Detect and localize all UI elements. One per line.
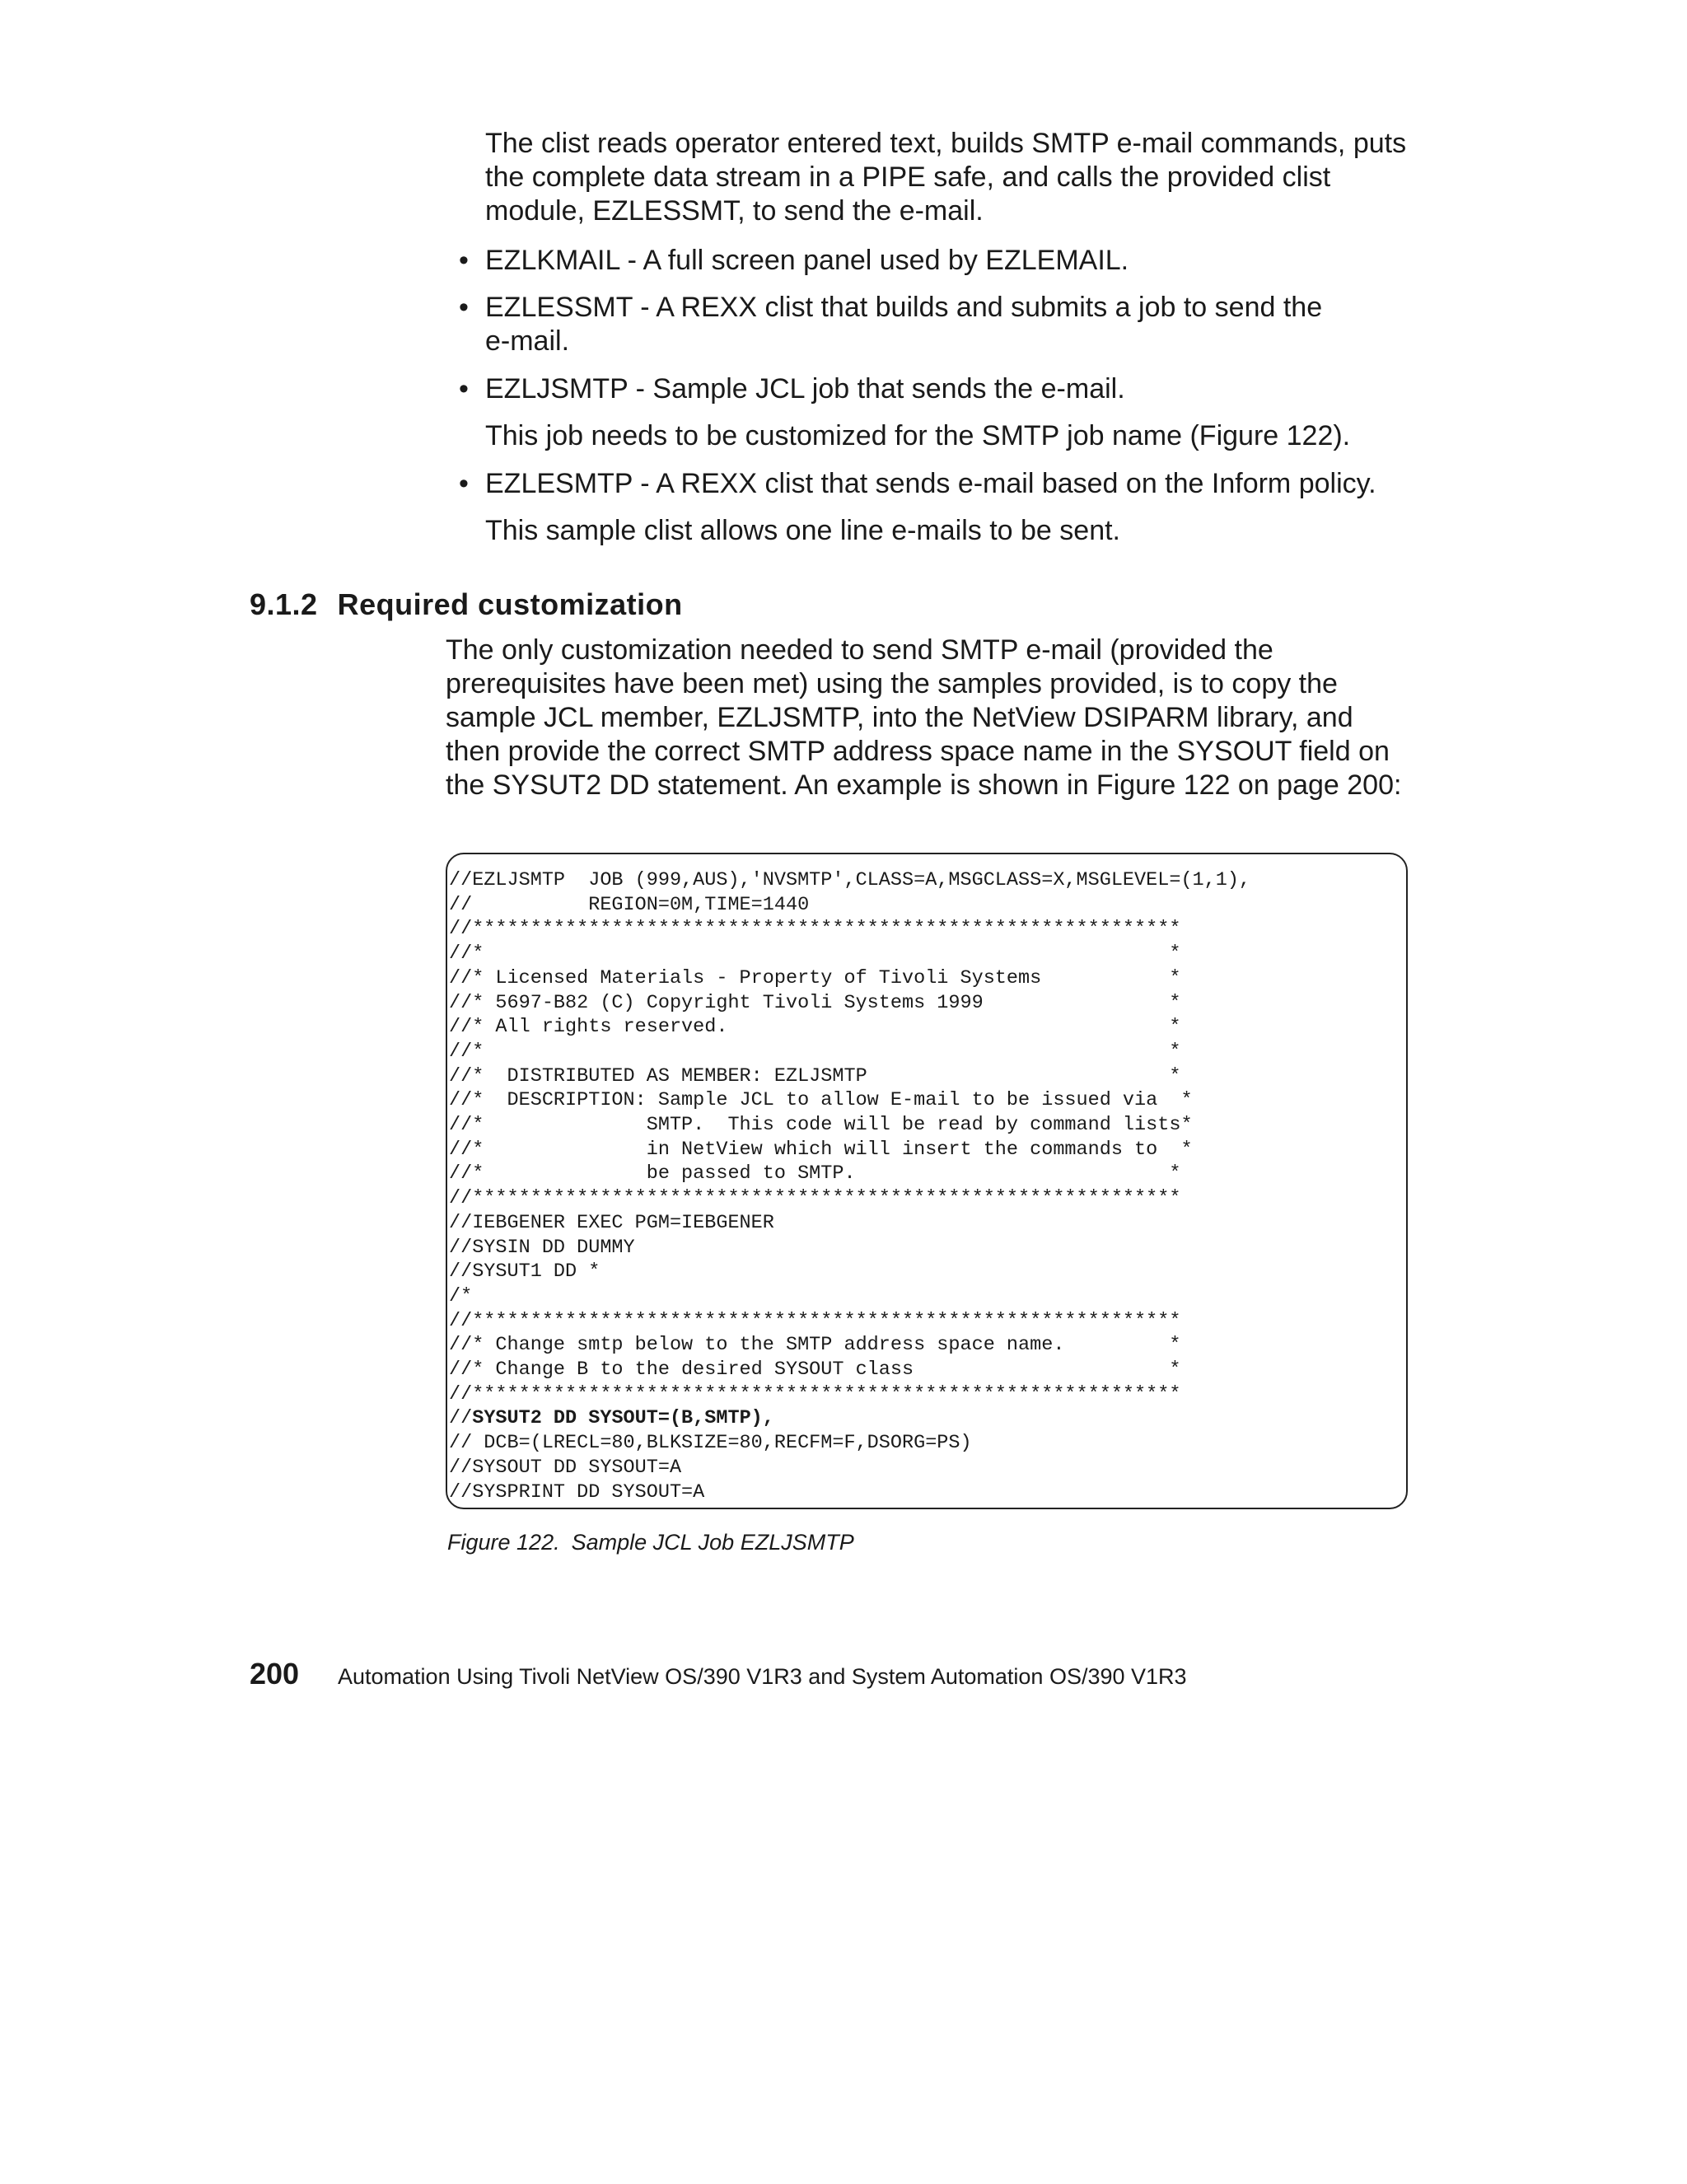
code-line: //************************************************************* (449, 918, 1181, 941)
code-line: //* Change B to the desired SYSOUT class * (449, 1359, 1181, 1382)
figure-label: Figure 122. (447, 1530, 560, 1555)
code-line: /* (449, 1284, 473, 1307)
code-line: //* * (449, 1040, 1181, 1063)
code-line: //* All rights reserved. * (449, 1016, 1181, 1039)
code-line: //* in NetView which will insert the commands to * (449, 1138, 1193, 1161)
section-heading (250, 587, 683, 622)
code-line-highlight: //SYSUT2 DD SYSOUT=(B,SMTP), (449, 1407, 774, 1430)
code-line: //EZLJSMTP JOB (999,AUS),'NVSMTP',CLASS=A,MSGCLASS=X,MSGLEVEL=(1,1), (449, 869, 1251, 891)
code-line: //IEBGENER EXEC PGM=IEBGENER (449, 1211, 774, 1234)
bullet-note: This job needs to be customized for the SMTP job name (Figure 122). (485, 420, 1351, 451)
bullet-icon: • (459, 468, 469, 499)
list-item: • EZLESSMT - A REXX clist that builds and submits a job to send the e-mail. (459, 292, 1323, 357)
list-item: • EZLKMAIL - A full screen panel used by EZLEMAIL. (459, 245, 1129, 276)
section-line: prerequisites have been met) using the samples provided, is to copy the (446, 668, 1338, 699)
section-line: the SYSUT2 DD statement. An example is shown in Figure 122 on page 200: (446, 769, 1402, 801)
code-line: //************************************************************* (449, 1187, 1181, 1210)
bullet-icon: • (459, 373, 469, 405)
code-line: //* Change smtp below to the SMTP address space name. * (449, 1334, 1181, 1357)
code-line: //SYSUT1 DD * (449, 1260, 600, 1284)
intro-line: module, EZLESSMT, to send the e-mail. (485, 195, 984, 227)
code-line: //* 5697-B82 (C) Copyright Tivoli Systems 1999 * (449, 991, 1181, 1014)
code-line: // REGION=0M,TIME=1440 (449, 893, 810, 916)
jcl-code-listing (449, 868, 1250, 1504)
bullet-note: This sample clist allows one line e-mails to be sent. (485, 515, 1120, 546)
section-line: The only customization needed to send SMTP e-mail (provided the (446, 634, 1273, 666)
code-line: //SYSIN DD DUMMY (449, 1236, 635, 1259)
section-number: 9.1.2 (250, 587, 318, 621)
code-line: //* Licensed Materials - Property of Tivoli Systems * (449, 966, 1181, 989)
figure-caption (447, 1530, 854, 1555)
figure-title: Sample JCL Job EZLJSMTP (571, 1530, 854, 1555)
code-line: //************************************************************* (449, 1382, 1181, 1405)
code-line: //* DISTRIBUTED AS MEMBER: EZLJSMTP * (449, 1064, 1181, 1087)
section-title: Required customization (337, 587, 683, 621)
code-line: //* be passed to SMTP. * (449, 1162, 1181, 1186)
code-line: //* DESCRIPTION: Sample JCL to allow E-mail to be issued via * (449, 1089, 1193, 1112)
code-line: //************************************************************* (449, 1309, 1181, 1332)
intro-line: The clist reads operator entered text, builds SMTP e-mail commands, puts (485, 128, 1407, 159)
code-line: //SYSOUT DD SYSOUT=A (449, 1456, 682, 1479)
page-number: 200 (250, 1657, 300, 1691)
code-line: //* SMTP. This code will be read by command lists* (449, 1114, 1193, 1137)
intro-line: the complete data stream in a PIPE safe, and calls the provided clist (485, 161, 1331, 193)
section-paragraph (446, 634, 1401, 802)
intro-paragraph (485, 127, 1406, 228)
code-line: //* * (449, 942, 1181, 966)
code-line: // DCB=(LRECL=80,BLKSIZE=80,RECFM=F,DSORG=PS) (449, 1432, 972, 1455)
code-line: //SYSPRINT DD SYSOUT=A (449, 1480, 705, 1504)
list-item: • EZLJSMTP - Sample JCL job that sends the e-mail. This job needs to be customized for the SMTP job name (Figure 122). (459, 373, 1351, 451)
bullet-icon: • (459, 245, 469, 276)
bullet-icon: • (459, 292, 469, 323)
section-line: then provide the correct SMTP address space name in the SYSOUT field on (446, 736, 1390, 767)
section-line: sample JCL member, EZLJSMTP, into the NetView DSIPARM library, and (446, 702, 1353, 733)
list-item: • EZLESMTP - A REXX clist that sends e-mail based on the Inform policy. This sample clist allows one line e-mails to be sent. (459, 468, 1376, 546)
book-title: Automation Using Tivoli NetView OS/390 V1R3 and System Automation OS/390 V1R3 (338, 1664, 1187, 1689)
